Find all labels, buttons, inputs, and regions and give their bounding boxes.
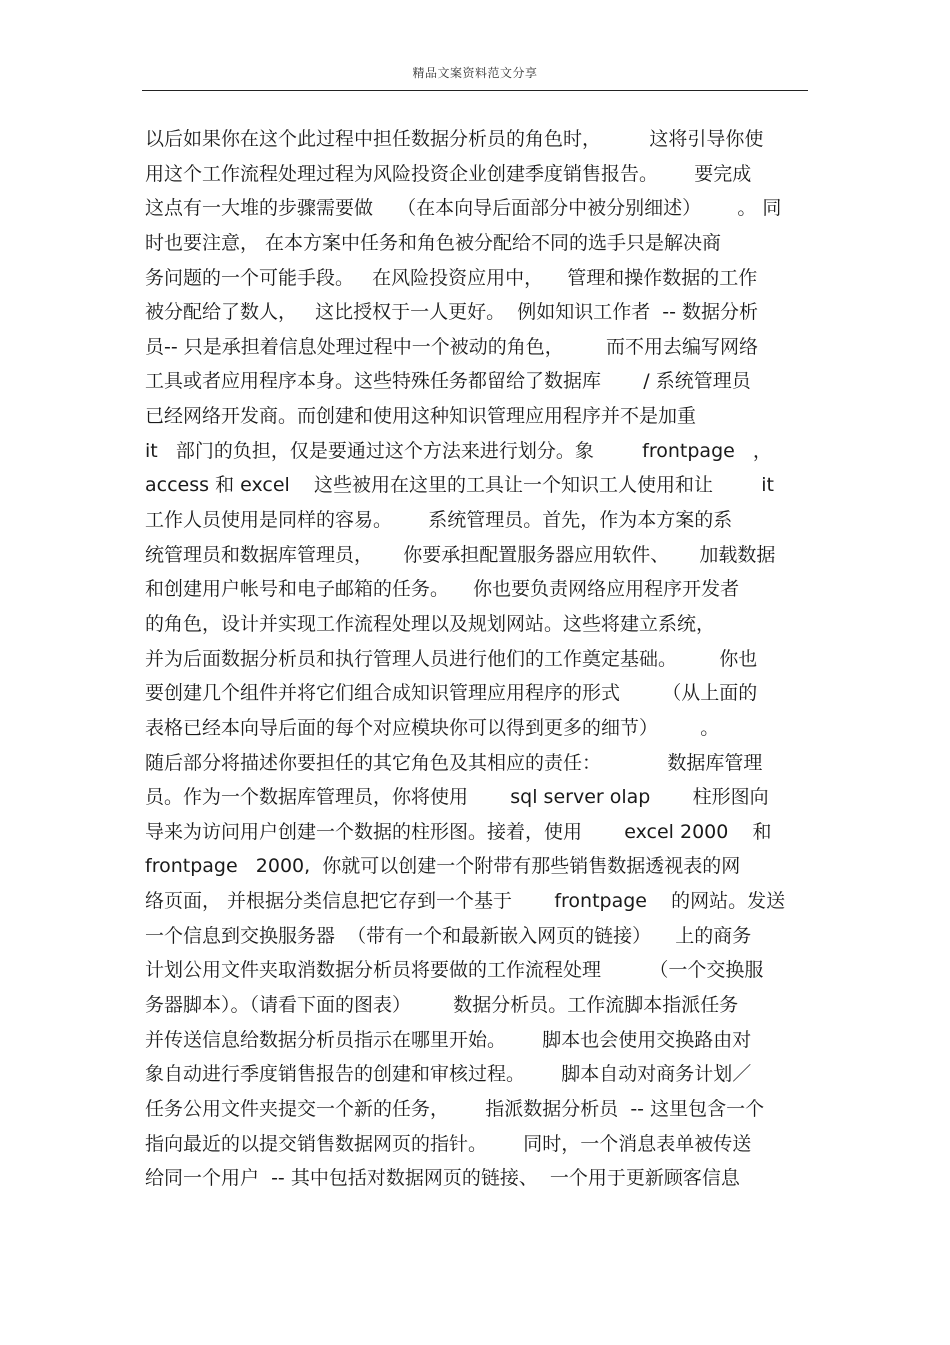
text-line: 象自动进行季度销售报告的创建和审核过程。 脚本自动对商务计划／ bbox=[145, 1063, 752, 1086]
text-line: 被分配给了数人， 这比授权于一人更好。 例如知识工作者 -- 数据分析 bbox=[145, 301, 759, 324]
text-line: 并为后面数据分析员和执行管理人员进行他们的工作奠定基础。 你也 bbox=[145, 647, 758, 670]
text-line: 给同一个用户 -- 其中包括对数据网页的链接、 一个用于更新顾客信息 bbox=[145, 1167, 740, 1190]
body-text bbox=[145, 122, 815, 1196]
text-line: 的角色，设计并实现工作流程处理以及规划网站。这些将建立系统， bbox=[145, 612, 716, 635]
text-line: 以后如果你在这个此过程中担任数据分析员的角色时， 这将引导你使 bbox=[145, 128, 764, 150]
text-line: 务器脚本）。（请看下面的图表） 数据分析员。工作流脚本指派任务 bbox=[145, 994, 739, 1017]
text-line: 工具或者应用程序本身。这些特殊任务都留给了数据库 / 系统管理员 bbox=[145, 370, 751, 393]
text-line: 时也要注意， 在本方案中任务和角色被分配给不同的选手只是解决商 bbox=[145, 231, 722, 254]
text-line: 表格已经本向导后面的每个对应模块你可以得到更多的细节） 。 bbox=[145, 716, 720, 739]
text-line: 随后部分将描述你要担任的其它角色及其相应的责任： 数据库管理 bbox=[145, 751, 763, 774]
text-line: 统管理员和数据库管理员， 你要承担配置服务器应用软件、 加载数据 bbox=[145, 543, 776, 566]
text-line: 工作人员使用是同样的容易。 系统管理员。首先，作为本方案的系 bbox=[145, 509, 733, 532]
text-line: 一个信息到交换服务器 （带有一个和最新嵌入网页的链接） 上的商务 bbox=[145, 924, 752, 947]
text-line: 员-- 只是承担着信息处理过程中一个被动的角色， 而不用去编写网络 bbox=[145, 335, 759, 358]
text-line: 要创建几个组件并将它们组合成知识管理应用程序的形式 （从上面的 bbox=[145, 682, 758, 705]
text-line: 导来为访问用户创建一个数据的柱形图。接着，使用 excel 2000 和 bbox=[145, 820, 772, 843]
text-line: 计划公用文件夹取消数据分析员将要做的工作流程处理 （一个交换服 bbox=[145, 959, 764, 982]
text-line: frontpage 2000, 你就可以创建一个附带有那些销售数据透视表的网 bbox=[145, 855, 741, 878]
text-line: 并传送信息给数据分析员指示在哪里开始。 脚本也会使用交换路由对 bbox=[145, 1028, 752, 1051]
text-line: 员。作为一个数据库管理员，你将使用 sql server olap 柱形图向 bbox=[145, 786, 769, 809]
text-line: 已经网络开发商。而创建和使用这种知识管理应用程序并不是加重 bbox=[145, 405, 697, 428]
text-line: 用这个工作流程处理过程为风险投资企业创建季度销售报告。 要完成 bbox=[145, 162, 752, 185]
text-line: 务问题的一个可能手段。 在风险投资应用中， 管理和操作数据的工作 bbox=[145, 266, 758, 289]
text-line: 指向最近的以提交销售数据网页的指针。 同时，一个消息表单被传送 bbox=[145, 1132, 752, 1155]
text-line: 任务公用文件夹提交一个新的任务， 指派数据分析员 -- 这里包含一个 bbox=[145, 1097, 765, 1120]
text-line: 这点有一大堆的步骤需要做 （在本向导后面部分中被分别细述） 。 同 bbox=[145, 197, 782, 220]
text-line: it 部门的负担，仅是要通过这个方法来进行划分。象 frontpage ， bbox=[145, 439, 772, 462]
text-line: 络页面， 并根据分类信息把它存到一个基于 frontpage 的网站。发送 bbox=[145, 890, 786, 913]
text-line: access 和 excel 这些被用在这里的工具让一个知识工人使用和让 it bbox=[145, 474, 774, 497]
text-line: 和创建用户帐号和电子邮箱的任务。 你也要负责网络应用程序开发者 bbox=[145, 578, 740, 601]
header-divider bbox=[142, 90, 808, 91]
page-header-title: 精品文案资料范文分享 bbox=[412, 66, 538, 80]
